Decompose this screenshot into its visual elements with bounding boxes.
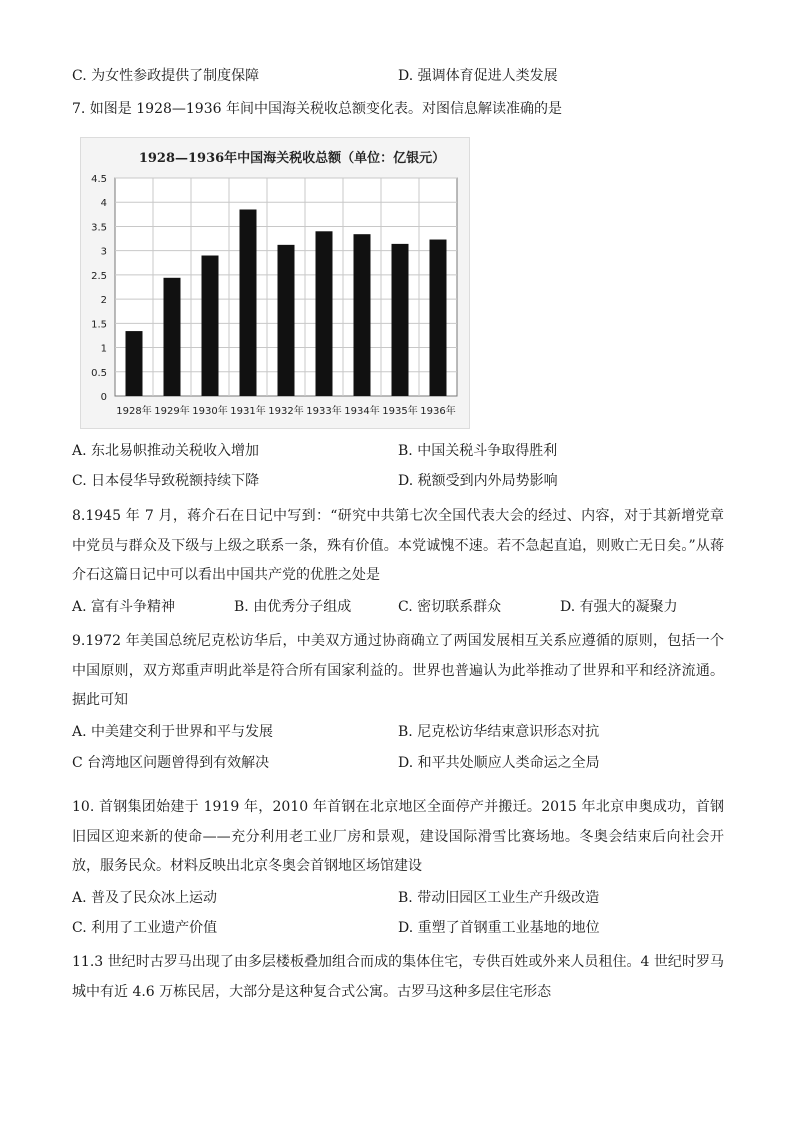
q9-option-a[interactable]: A. 中美建交利于世界和平与发展 — [72, 724, 274, 740]
y-tick-label: 0.5 — [91, 367, 107, 379]
bar-1933年 — [316, 231, 333, 396]
q9-stem: 9.1972 年美国总统尼克松访华后，中美双方通过协商确立了两国发展相互关系应遵循的原则，包括一个中国原则，双方郑重声明此举是符合所有国家利益的。世界也普遍认为此举推动了世界和平和经济流通。据此可知 — [72, 633, 724, 708]
q11-stem: 11.3 世纪时古罗马出现了由多层楼板叠加组合而成的集体住宅，专供百姓或外来人员租住。4 世纪时罗马城中有近 4.6 万栋民居，大部分是这种复合式公寓。古罗马这种多层住宅形态 — [72, 954, 724, 1000]
q8-option-c[interactable]: C. 密切联系群众 — [398, 599, 502, 615]
q7-option-d[interactable]: D. 税额受到内外局势影响 — [398, 473, 558, 489]
y-tick-label: 1 — [100, 343, 107, 355]
q7-stem: 7. 如图是 1928—1936 年间中国海关税收总额变化表。对图信息解读准确的是 — [72, 101, 562, 117]
x-tick-label: 1936年 — [420, 406, 456, 417]
bar-1932年 — [278, 245, 295, 396]
q10-option-a[interactable]: A. 普及了民众冰上运动 — [72, 890, 218, 906]
x-tick-label: 1935年 — [382, 406, 418, 417]
x-tick-label: 1933年 — [306, 406, 342, 417]
q10-option-c[interactable]: C. 利用了工业遗产价值 — [72, 920, 218, 936]
y-tick-label: 3.5 — [91, 222, 107, 234]
x-tick-label: 1932年 — [268, 406, 304, 417]
q9-option-c[interactable]: C 台湾地区问题曾得到有效解决 — [72, 755, 270, 771]
x-tick-label: 1930年 — [192, 406, 228, 417]
q6-option-d[interactable]: D. 强调体育促进人类发展 — [398, 68, 558, 84]
bar-1930年 — [202, 256, 219, 396]
q8-option-b[interactable]: B. 由优秀分子组成 — [234, 599, 352, 615]
q10-option-d[interactable]: D. 重塑了首钢重工业基地的地位 — [398, 920, 600, 936]
y-tick-label: 4.5 — [91, 174, 107, 185]
q6-option-c[interactable]: C. 为女性参政提供了制度保障 — [72, 68, 260, 84]
y-tick-label: 0 — [100, 392, 107, 403]
q7-chart — [80, 137, 470, 429]
q8-option-d[interactable]: D. 有强大的凝聚力 — [560, 599, 678, 615]
y-tick-label: 3 — [100, 246, 107, 258]
q7-option-c[interactable]: C. 日本侵华导致税额持续下降 — [72, 473, 260, 489]
x-tick-label: 1928年 — [116, 406, 152, 417]
q7-option-b[interactable]: B. 中国关税斗争取得胜利 — [398, 443, 558, 459]
y-tick-label: 1.5 — [91, 319, 107, 331]
chart-title: 1928—1936年中国海关税收总额（单位：亿银元） — [138, 151, 446, 166]
y-tick-label: 2.5 — [91, 270, 107, 282]
x-tick-label: 1934年 — [344, 406, 380, 417]
q8-stem: 8.1945 年 7 月，蒋介石在日记中写到：“研究中共第七次全国代表大会的经过、内容，对于其新增党章中党员与群众及下级与上级之联系一条，殊有价值。本党诚愧不速。若不急起直追，则败亡无日矣。”从蒋介石这篇日记中可以看出中国共产党的优胜之处是 — [72, 508, 724, 583]
q9-option-d[interactable]: D. 和平共处顺应人类命运之全局 — [398, 755, 600, 771]
y-tick-label: 2 — [100, 295, 107, 307]
x-tick-label: 1931年 — [230, 406, 266, 417]
q9-option-b[interactable]: B. 尼克松访华结束意识形态对抗 — [398, 724, 600, 740]
bar-1934年 — [354, 234, 371, 396]
bar-1935年 — [392, 244, 409, 396]
x-tick-label: 1929年 — [154, 406, 190, 417]
bar-1936年 — [430, 240, 447, 396]
q7-chart-svg — [81, 138, 469, 428]
bar-1931年 — [240, 209, 257, 396]
q7-option-a[interactable]: A. 东北易帜推动关税收入增加 — [72, 443, 260, 459]
q10-stem: 10. 首钢集团始建于 1919 年，2010 年首钢在北京地区全面停产并搬迁。2015 年北京申奥成功，首钢旧园区迎来新的使命——充分利用老工业厂房和景观，建设国际滑雪比赛场地。冬奥会结束后向社会开放，服务民众。材料反映出北京冬奥会首钢地区场馆建设 — [72, 799, 724, 874]
q8-option-a[interactable]: A. 富有斗争精神 — [72, 599, 176, 615]
bar-1929年 — [164, 278, 181, 396]
q10-option-b[interactable]: B. 带动旧园区工业生产升级改造 — [398, 890, 600, 906]
bar-1928年 — [126, 331, 143, 396]
y-tick-label: 4 — [100, 198, 107, 210]
